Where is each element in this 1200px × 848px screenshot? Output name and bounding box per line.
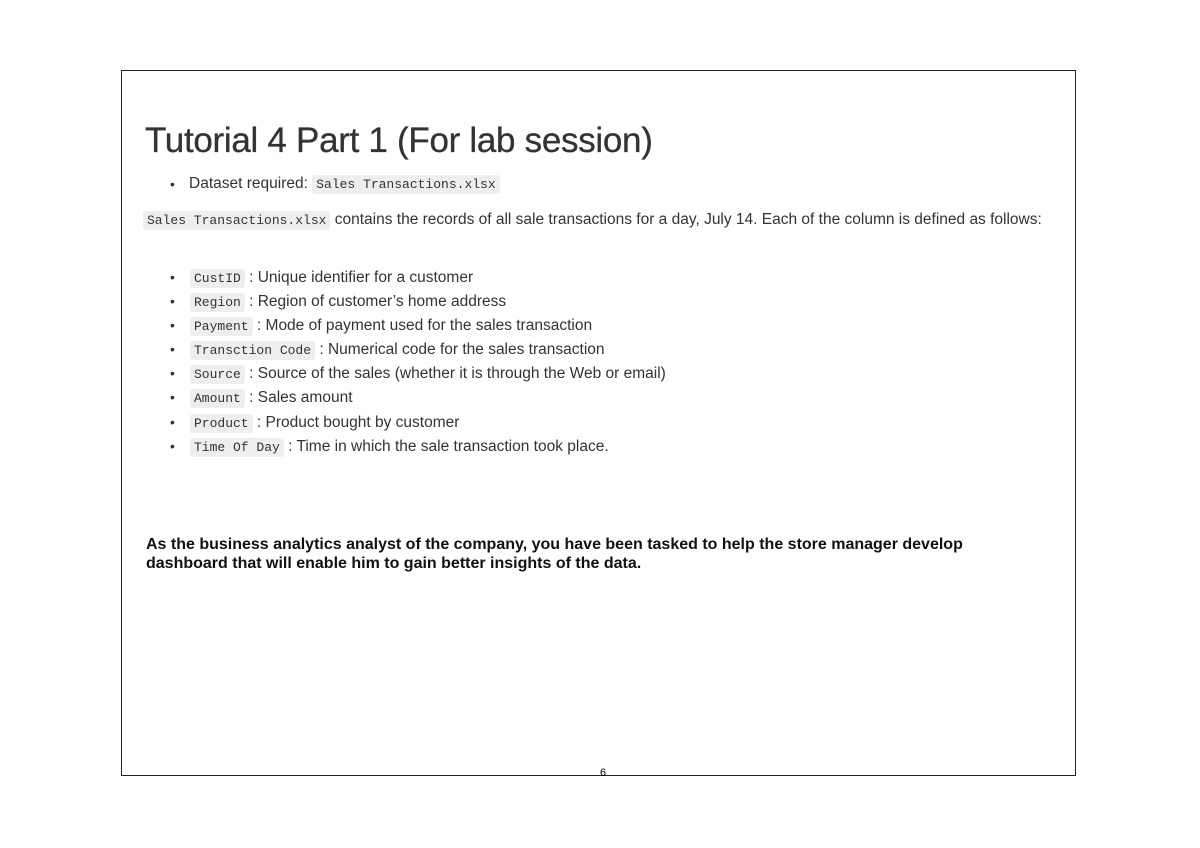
column-code: Time Of Day: [190, 438, 284, 457]
list-item: [170, 266, 666, 290]
list-item: [170, 386, 666, 410]
column-description: : Time in which the sale transaction took place.: [283, 437, 609, 455]
task-paragraph: As the business analytics analyst of the company, you have been tasked to help the store manager develop dashboard that will enable him to gain better insights of the data.: [146, 536, 963, 572]
page-number: 6: [599, 767, 607, 779]
bullet-icon: •: [170, 176, 175, 192]
column-definitions-list: [170, 266, 666, 459]
list-item: [170, 290, 666, 314]
bullet-icon: •: [170, 389, 175, 406]
bullet-icon: •: [170, 293, 175, 310]
description-text: contains the records of all sale transactions for a day, July 14. Each of the column is defined as follows:: [330, 211, 1042, 228]
bullet-icon: •: [170, 341, 175, 358]
bullet-icon: •: [170, 317, 175, 334]
column-code: Payment: [190, 317, 253, 336]
column-description: : Sales amount: [244, 389, 353, 407]
column-code: Source: [190, 365, 245, 384]
column-code: Transction Code: [190, 341, 315, 360]
bullet-icon: •: [170, 365, 175, 382]
list-item: [170, 435, 666, 459]
dataset-list: [170, 173, 500, 196]
dataset-label: Dataset required:: [189, 175, 313, 192]
column-description: : Numerical code for the sales transaction: [315, 341, 605, 359]
column-code: Amount: [190, 389, 245, 408]
dataset-file-code: Sales Transactions.xlsx: [312, 175, 499, 194]
column-description: : Unique identifier for a customer: [244, 269, 474, 286]
description-file-code: Sales Transactions.xlsx: [143, 211, 330, 230]
list-item: [170, 362, 666, 386]
slide: [121, 70, 1076, 776]
list-item: [170, 411, 666, 435]
list-item: [170, 314, 666, 338]
list-item: [170, 338, 666, 362]
list-item: [170, 173, 500, 196]
column-code: CustID: [190, 269, 245, 288]
bullet-icon: •: [170, 269, 175, 285]
page-title: Tutorial 4 Part 1 (For lab session): [145, 121, 653, 160]
column-description: : Region of customer’s home address: [244, 293, 507, 311]
column-description: : Product bought by customer: [252, 413, 460, 431]
column-code: Region: [190, 293, 245, 312]
bullet-icon: •: [170, 413, 175, 430]
column-description: : Mode of payment used for the sales transaction: [252, 317, 593, 335]
column-code: Product: [190, 414, 253, 433]
bullet-icon: •: [170, 437, 175, 454]
column-description: : Source of the sales (whether it is through the Web or email): [244, 365, 666, 383]
description-paragraph: [143, 208, 1048, 233]
